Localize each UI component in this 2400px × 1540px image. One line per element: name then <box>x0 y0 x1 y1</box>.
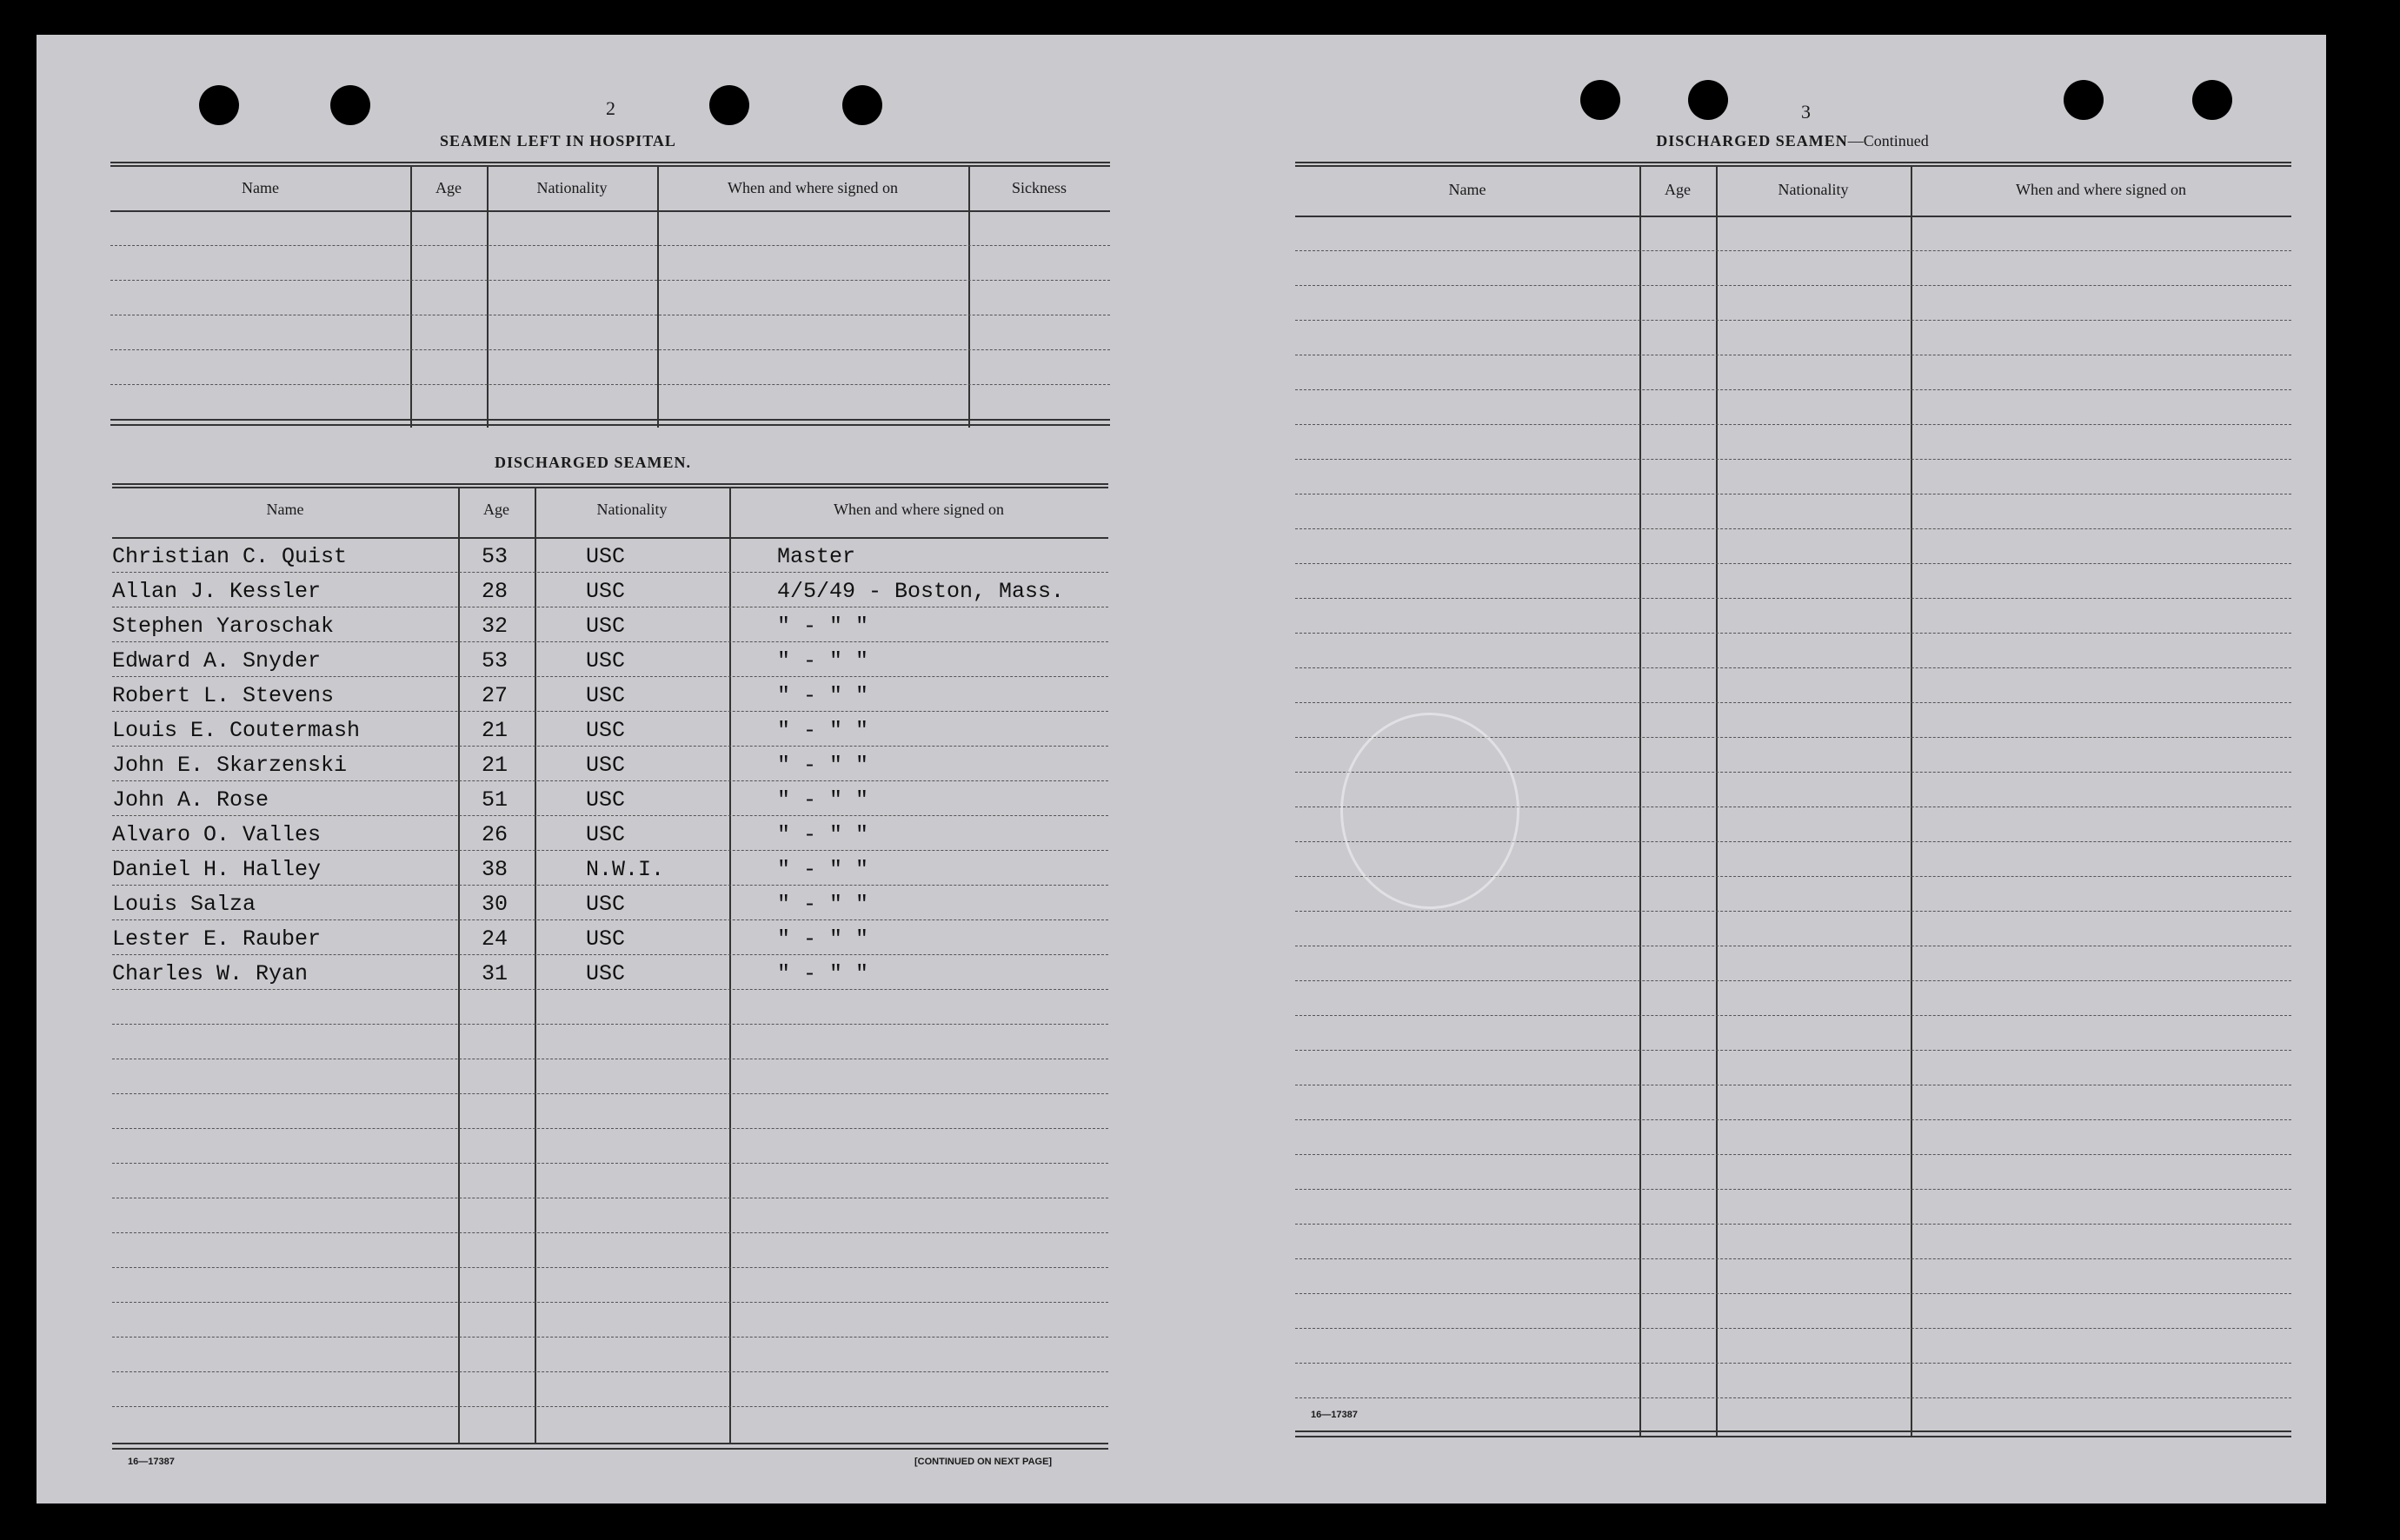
punch-hole <box>330 85 370 125</box>
punch-hole <box>2192 80 2232 120</box>
nationality-cell: N.W.I. <box>586 857 665 882</box>
document-sheet <box>37 35 2326 1503</box>
table-row <box>112 577 1108 608</box>
ruled-line <box>1295 702 2291 703</box>
age-cell: 31 <box>482 961 509 986</box>
ruled-line <box>1295 1154 2291 1155</box>
punch-hole <box>842 85 882 125</box>
signed-on-cell: " - " " <box>777 753 869 778</box>
table-row <box>112 925 1108 956</box>
signed-on-cell: 4/5/49 - Boston, Mass. <box>777 579 1065 604</box>
ruled-line <box>112 1163 1108 1164</box>
ruled-line <box>1295 320 2291 321</box>
ruled-line <box>1295 911 2291 912</box>
age-cell: 53 <box>482 648 509 674</box>
column-header-signed-on: When and where signed on <box>834 501 1004 518</box>
age-cell: 38 <box>482 857 509 882</box>
nationality-cell: USC <box>586 614 626 639</box>
punch-hole <box>2064 80 2104 120</box>
table-row <box>112 786 1108 817</box>
right-page <box>1184 35 2326 1503</box>
ruled-line <box>112 1128 1108 1129</box>
name-cell: Louis E. Coutermash <box>112 718 361 743</box>
page-number: 3 <box>1801 101 1811 123</box>
age-cell: 51 <box>482 787 509 813</box>
column-header-age: Age <box>1665 181 1691 198</box>
age-cell: 32 <box>482 614 509 639</box>
ruled-line <box>1295 1224 2291 1225</box>
nationality-cell: USC <box>586 718 626 743</box>
signed-on-cell: " - " " <box>777 683 869 708</box>
ruled-line <box>1295 285 2291 286</box>
signed-on-cell: " - " " <box>777 787 869 813</box>
ruled-line <box>1295 1015 2291 1016</box>
punch-hole <box>709 85 749 125</box>
table-row <box>112 647 1108 678</box>
signed-on-cell: " - " " <box>777 857 869 882</box>
name-cell: Charles W. Ryan <box>112 961 309 986</box>
punch-hole <box>199 85 239 125</box>
ruled-line <box>1295 1328 2291 1329</box>
name-cell: John A. Rose <box>112 787 269 813</box>
ruled-line <box>112 1371 1108 1372</box>
age-cell: 26 <box>482 822 509 847</box>
table-row <box>112 612 1108 643</box>
column-header-sickness: Sickness <box>1012 179 1067 196</box>
nationality-cell: USC <box>586 753 626 778</box>
discharged-table <box>112 483 1108 1450</box>
age-cell: 30 <box>482 892 509 917</box>
name-cell: Edward A. Snyder <box>112 648 322 674</box>
table-row <box>112 542 1108 574</box>
name-cell: Allan J. Kessler <box>112 579 322 604</box>
continued-note: [CONTINUED ON NEXT PAGE] <box>914 1457 1053 1467</box>
name-cell: Lester E. Rauber <box>112 926 322 952</box>
nationality-cell: USC <box>586 822 626 847</box>
ruled-line <box>1295 1397 2291 1398</box>
column-header-signed-on: When and where signed on <box>2016 181 2186 198</box>
table-row <box>112 716 1108 747</box>
nationality-cell: USC <box>586 683 626 708</box>
name-cell: Christian C. Quist <box>112 544 348 569</box>
name-cell: Alvaro O. Valles <box>112 822 322 847</box>
ruled-line <box>1295 1293 2291 1294</box>
table-row <box>112 890 1108 921</box>
ruled-line <box>1295 598 2291 599</box>
table-row <box>112 959 1108 991</box>
age-cell: 21 <box>482 753 509 778</box>
name-cell: Daniel H. Halley <box>112 857 322 882</box>
discharged-continued-title <box>1549 132 2036 150</box>
discharged-section-title: DISCHARGED SEAMEN. <box>494 454 692 471</box>
table-row <box>112 681 1108 713</box>
nationality-cell: USC <box>586 648 626 674</box>
nationality-cell: USC <box>586 787 626 813</box>
ruled-line <box>1295 1119 2291 1120</box>
ruled-line <box>1295 667 2291 668</box>
ruled-line <box>1295 528 2291 529</box>
name-cell: Louis Salza <box>112 892 256 917</box>
nationality-cell: USC <box>586 579 626 604</box>
page-number: 2 <box>606 97 615 119</box>
table-row <box>112 751 1108 782</box>
column-header-nationality: Nationality <box>1778 181 1849 198</box>
age-cell: 27 <box>482 683 509 708</box>
signed-on-cell: " - " " <box>777 718 869 743</box>
signed-on-cell: " - " " <box>777 614 869 639</box>
form-number: 16—17387 <box>128 1457 175 1467</box>
ruled-line <box>1295 389 2291 390</box>
age-cell: 53 <box>482 544 509 569</box>
age-cell: 21 <box>482 718 509 743</box>
column-header-age: Age <box>435 179 462 196</box>
ruled-line <box>1295 1189 2291 1190</box>
punch-hole <box>1688 80 1728 120</box>
ruled-line <box>1295 980 2291 981</box>
nationality-cell: USC <box>586 544 626 569</box>
signed-on-cell: " - " " <box>777 822 869 847</box>
nationality-cell: USC <box>586 892 626 917</box>
signed-on-cell: " - " " <box>777 926 869 952</box>
ruled-line <box>1295 424 2291 425</box>
ruled-line <box>112 1093 1108 1094</box>
ruled-line <box>1295 459 2291 460</box>
table-row <box>112 855 1108 886</box>
ruled-line <box>1295 250 2291 251</box>
age-cell: 28 <box>482 579 509 604</box>
column-header-age: Age <box>483 501 509 518</box>
left-page <box>37 35 1184 1503</box>
name-cell: John E. Skarzenski <box>112 753 348 778</box>
ruled-line <box>112 1024 1108 1025</box>
name-cell: Robert L. Stevens <box>112 683 335 708</box>
ruled-line <box>112 1267 1108 1268</box>
nationality-cell: USC <box>586 926 626 952</box>
ruled-line <box>112 1406 1108 1407</box>
nationality-cell: USC <box>586 961 626 986</box>
signed-on-cell: " - " " <box>777 961 869 986</box>
column-header-name: Name <box>266 501 304 518</box>
ruled-line <box>1295 1363 2291 1364</box>
punch-hole <box>1580 80 1620 120</box>
ruled-line <box>112 1337 1108 1338</box>
ruled-line <box>112 1232 1108 1233</box>
section-title: DISCHARGED SEAMEN <box>1656 132 1848 149</box>
ruled-line <box>1295 1050 2291 1051</box>
column-header-name: Name <box>1448 181 1486 198</box>
age-cell: 24 <box>482 926 509 952</box>
column-header-name: Name <box>242 179 279 196</box>
table-row <box>112 820 1108 852</box>
column-header-nationality: Nationality <box>536 179 608 196</box>
ruled-line <box>1295 563 2291 564</box>
ruled-line <box>112 1302 1108 1303</box>
signed-on-cell: " - " " <box>777 648 869 674</box>
ruled-line <box>1295 633 2291 634</box>
signed-on-cell: Master <box>777 544 856 569</box>
ruled-line <box>1295 1258 2291 1259</box>
column-header-signed-on: When and where signed on <box>728 179 898 196</box>
ruled-line <box>1295 494 2291 495</box>
faint-stamp <box>1340 713 1519 909</box>
signed-on-cell: " - " " <box>777 892 869 917</box>
column-header-nationality: Nationality <box>596 501 668 518</box>
name-cell: Stephen Yaroschak <box>112 614 335 639</box>
form-number: 16—17387 <box>1311 1410 1358 1420</box>
hospital-section-title: SEAMEN LEFT IN HOSPITAL <box>440 132 676 149</box>
section-title-suffix: —Continued <box>1847 132 1929 149</box>
hospital-table <box>110 162 1110 431</box>
